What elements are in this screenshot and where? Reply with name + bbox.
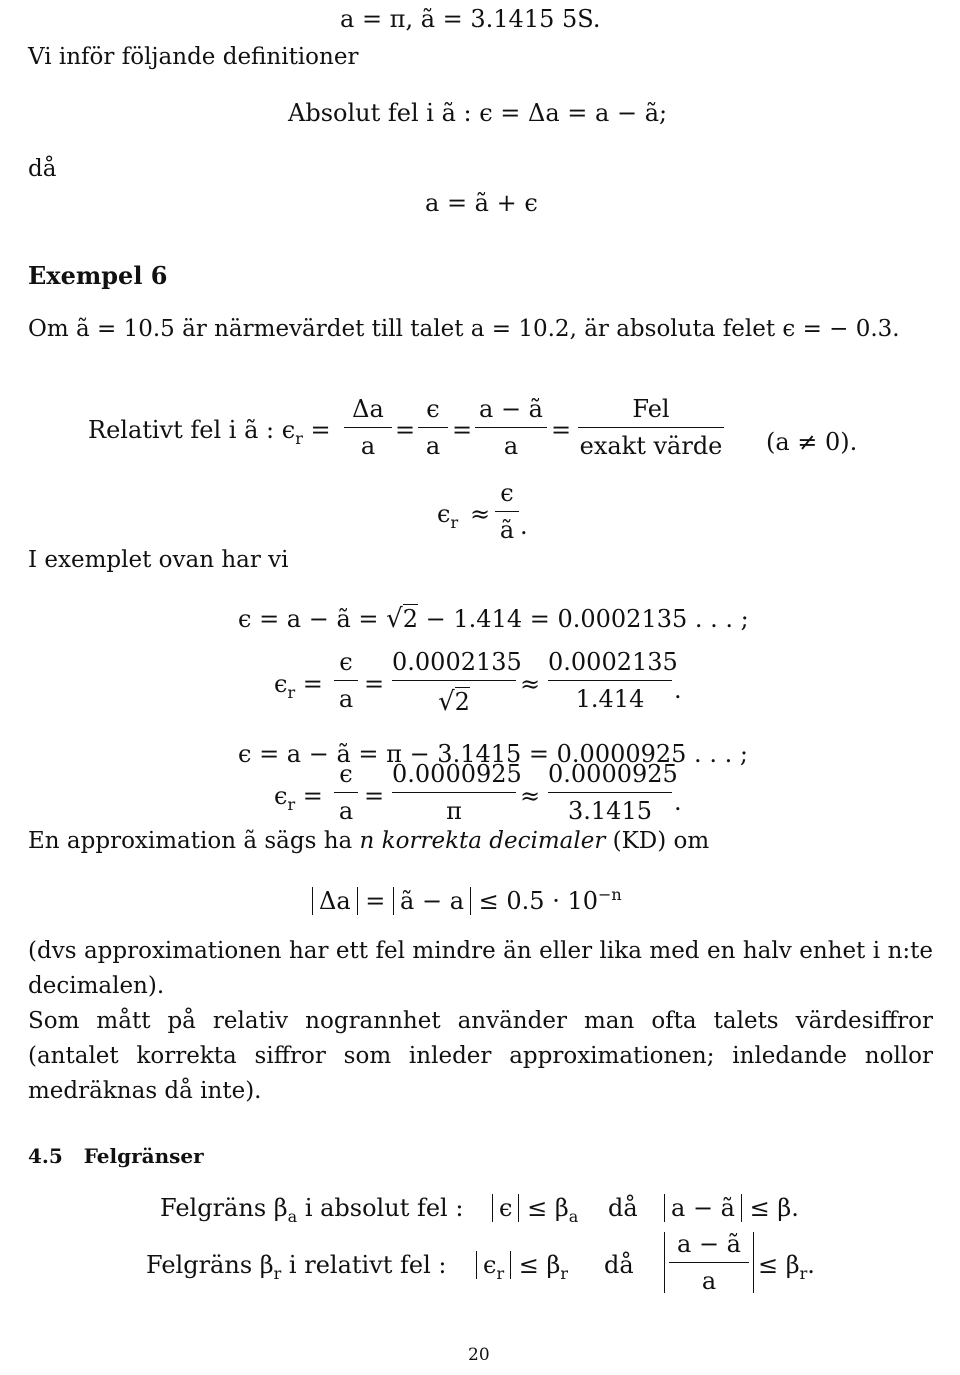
b1-le: ≤ β xyxy=(527,1194,569,1222)
top-equation: a = π, ã = 3.1415 5S. xyxy=(340,5,601,33)
l4-f2-den: π xyxy=(446,797,462,825)
intro-text: Vi inför följande definitioner xyxy=(28,44,359,70)
l2-eq-2: = xyxy=(364,670,385,698)
l4-f2-num: 0.0000925 xyxy=(392,760,522,788)
l2-f1-den: a xyxy=(338,685,354,713)
rel-frac-4 xyxy=(578,397,724,458)
rel-eq-2: = xyxy=(395,416,416,444)
approx-lhs: ϵ xyxy=(437,500,451,528)
l2-sub: r xyxy=(287,682,296,702)
l4-f3-den: 3.1415 xyxy=(568,797,652,825)
sqrt-2: √2 xyxy=(386,604,419,634)
kd-eq: = xyxy=(365,887,386,915)
rel-sub: r xyxy=(295,428,303,448)
l2-dot: . xyxy=(674,676,682,704)
absolute-error-definition: Absolut fel i ã : ϵ = Δa = a − ã; xyxy=(288,99,668,127)
l2-f3-num: 0.0002135 xyxy=(548,648,678,676)
l2-eq-1: = xyxy=(302,670,323,698)
paragraph-vardesiffror: Som mått på relativ nogrannhet använder man ofta talets värdesiffror (antalet korrekta siffror som inleder approximationen; inledande nollor medräknas då inte). xyxy=(28,1008,933,1104)
section-heading xyxy=(28,1146,204,1166)
approx-frac-den: ã xyxy=(499,516,515,544)
b2-frac xyxy=(664,1232,754,1293)
b1-abs: ϵ xyxy=(492,1194,519,1222)
rel-lead: Relativt fel i ã : ϵ xyxy=(88,416,296,444)
l4-frac-2 xyxy=(392,760,522,825)
l4-approx: ≈ xyxy=(520,782,541,810)
example-intro: I exemplet ovan har vi xyxy=(28,547,289,573)
section-title: Felgränser xyxy=(83,1144,204,1168)
b1-rest: ≤ β. xyxy=(749,1194,799,1222)
kd-formula xyxy=(312,887,622,913)
kd-part2: (KD) om xyxy=(605,828,710,854)
b2-abs-sub: r xyxy=(496,1263,505,1283)
calc-line-3: ϵ = a − ã = π − 3.1415 = 0.0000925 . . . ; xyxy=(238,740,748,768)
b1-le-sub: a xyxy=(568,1206,579,1226)
l2-frac-2 xyxy=(392,648,522,717)
b2-da: då xyxy=(604,1251,634,1279)
b2-le-sub: r xyxy=(560,1263,569,1283)
rel-frac-3 xyxy=(475,397,547,458)
example-title: Exempel 6 xyxy=(28,261,168,290)
b2-label-rest: i relativt fel : xyxy=(281,1251,447,1279)
da-word: då xyxy=(28,156,57,182)
l2-f2-den: √2 xyxy=(438,687,470,717)
l2-f1-num: ϵ xyxy=(339,648,353,676)
l4-sub: r xyxy=(287,794,296,814)
l2-approx: ≈ xyxy=(520,670,541,698)
calc-line-1-lhs: ϵ = a − ã = xyxy=(238,605,387,633)
rel-frac-1 xyxy=(344,397,392,458)
l2-f3-den: 1.414 xyxy=(575,685,645,713)
rel-eq-4: = xyxy=(551,416,572,444)
l4-dot: . xyxy=(674,788,682,816)
approx-symbol: ≈ xyxy=(470,500,491,528)
b2-rest: ≤ β xyxy=(758,1251,800,1279)
calc-line-1 xyxy=(238,604,749,632)
b1-label: Felgräns β xyxy=(160,1194,288,1222)
l2-frac-1 xyxy=(334,650,358,711)
b1-sub: a xyxy=(287,1206,298,1226)
l4-frac-1 xyxy=(334,762,358,823)
b2-abs: ϵ xyxy=(483,1251,497,1279)
l4-eq-1: = xyxy=(302,782,323,810)
kd-sentence xyxy=(28,830,709,853)
rel-frac-1-num: Δa xyxy=(352,395,384,423)
example-text: Om ã = 10.5 är närmevärdet till talet a = 10.2, är absoluta felet ϵ = − 0.3. xyxy=(28,316,900,342)
rel-frac-3-num: a − ã xyxy=(479,395,543,423)
approx-frac-num: ϵ xyxy=(500,479,514,507)
b1-abs2: a − ã xyxy=(664,1194,742,1222)
l2-frac-3 xyxy=(548,648,678,713)
approx-frac xyxy=(495,481,519,542)
kd-part1: En approximation ã sägs ha xyxy=(28,828,360,854)
l4-lhs: ϵ xyxy=(274,782,288,810)
l4-f1-num: ϵ xyxy=(339,760,353,788)
kd-abs-2: ã − a xyxy=(393,887,471,915)
b1-da: då xyxy=(608,1194,638,1222)
rel-frac-4-num: Fel xyxy=(632,395,670,423)
b2-rest-end: . xyxy=(807,1251,815,1279)
rel-eq-1: = xyxy=(310,416,331,444)
rel-eq-3: = xyxy=(452,416,473,444)
rel-frac-2-den: a xyxy=(425,432,441,460)
b2-le: ≤ β xyxy=(518,1251,561,1279)
b2-rest-sub: r xyxy=(799,1263,808,1283)
rel-condition: (a ≠ 0). xyxy=(766,428,858,456)
b2-frac-den: a xyxy=(701,1267,717,1295)
approx-sub: r xyxy=(450,512,459,532)
l2-lhs: ϵ xyxy=(274,670,288,698)
calc-line-1-rest: − 1.414 = 0.0002135 . . . ; xyxy=(418,605,749,633)
rel-frac-1-den: a xyxy=(360,432,376,460)
rel-frac-4-den: exakt värde xyxy=(579,432,723,460)
l4-f1-den: a xyxy=(338,797,354,825)
b1-label-rest: i absolut fel : xyxy=(297,1194,464,1222)
a-equation: a = ã + ϵ xyxy=(425,189,538,217)
b2-frac-num: a − ã xyxy=(677,1230,741,1258)
kd-abs-1: Δa xyxy=(312,887,358,915)
rel-frac-2 xyxy=(418,397,448,458)
kd-italic: korrekta decimaler xyxy=(374,828,606,854)
rel-frac-2-num: ϵ xyxy=(426,395,440,423)
l4-f3-num: 0.0000925 xyxy=(548,760,678,788)
paragraph-dvs: (dvs approximationen har ett fel mindre än eller lika med en halv enhet i n:te decimalen). xyxy=(28,938,933,999)
b2-sub: r xyxy=(273,1263,282,1283)
l4-frac-3 xyxy=(548,760,678,825)
kd-exp: −n xyxy=(598,885,622,904)
kd-rest: ≤ 0.5 · 10 xyxy=(478,887,598,915)
b2-label: Felgräns β xyxy=(146,1251,274,1279)
rel-frac-3-den: a xyxy=(503,432,519,460)
l2-f2-num: 0.0002135 xyxy=(392,648,522,676)
l4-eq-2: = xyxy=(364,782,385,810)
kd-n: n xyxy=(359,828,375,854)
page-number: 20 xyxy=(468,1345,490,1365)
section-number: 4.5 xyxy=(28,1144,63,1168)
